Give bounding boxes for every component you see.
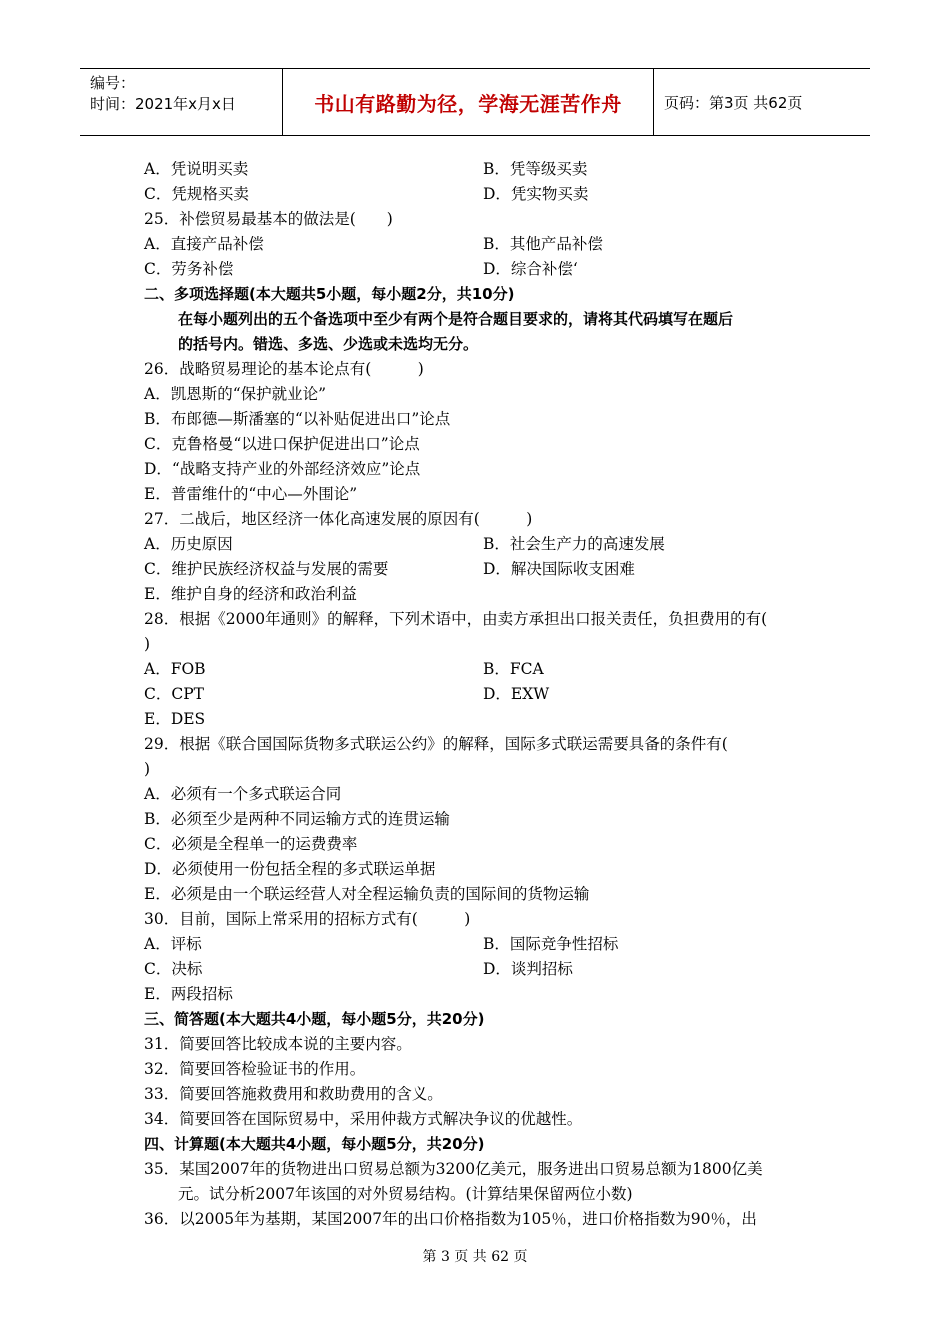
line-text-column-2: D．凭实物买卖: [483, 185, 589, 203]
document-line: [0, 657, 950, 682]
header-time-label: 时间：2021年x月x日: [90, 95, 236, 113]
document-line: [0, 1132, 950, 1157]
line-text: E．普雷维什的“中心—外围论”: [144, 485, 358, 503]
line-text: A．凭说明买卖: [144, 160, 249, 178]
line-text: 三、简答题(本大题共4小题，每小题5分，共20分): [144, 1010, 485, 1028]
line-text: 四、计算题(本大题共4小题，每小题5分，共20分): [144, 1135, 485, 1153]
document-line: [0, 182, 950, 207]
line-text: 35．某国2007年的货物进出口贸易总额为3200亿美元，服务进出口贸易总额为1800亿美: [144, 1160, 763, 1178]
document-line: [0, 1057, 950, 1082]
document-line: [0, 982, 950, 1007]
header-number-label: 编号：: [90, 74, 136, 92]
line-text: A．凯恩斯的“保护就业论”: [144, 385, 327, 403]
line-text: E．维护自身的经济和政治利益: [144, 585, 357, 603]
page-header: [80, 68, 870, 136]
line-text: 32．简要回答检验证书的作用。: [144, 1060, 366, 1078]
header-motto: 书山有路勤为径，学海无涯苦作舟: [314, 91, 622, 116]
document-line: [0, 482, 950, 507]
document-line: [0, 332, 950, 357]
document-line: [0, 382, 950, 407]
document-line: [0, 357, 950, 382]
document-line: [0, 957, 950, 982]
line-text: A．直接产品补偿: [144, 235, 264, 253]
document-line: [0, 832, 950, 857]
line-text: 在每小题列出的五个备选项中至少有两个是符合题目要求的，请将其代码填写在题后: [178, 310, 734, 328]
line-text: 二、多项选择题(本大题共5小题，每小题2分，共10分): [144, 285, 515, 303]
line-text: A．FOB: [144, 660, 206, 678]
line-text: D．必须使用一份包括全程的多式联运单据: [144, 860, 436, 878]
line-text: C．劳务补偿: [144, 260, 234, 278]
document-line: [0, 232, 950, 257]
document-line: [0, 607, 950, 632]
document-line: [0, 1007, 950, 1032]
line-text: 36．以2005年为基期，某国2007年的出口价格指数为105％，进口价格指数为90％，出: [144, 1210, 757, 1228]
document-line: [0, 882, 950, 907]
line-text: 33．简要回答施救费用和救助费用的含义。: [144, 1085, 443, 1103]
line-text: A．评标: [144, 935, 202, 953]
document-line: [0, 1032, 950, 1057]
line-text: 34．简要回答在国际贸易中，采用仲裁方式解决争议的优越性。: [144, 1110, 583, 1128]
line-text-column-2: B．FCA: [483, 660, 544, 678]
line-text: 28．根据《2000年通则》的解释，下列术语中，由卖方承担出口报关责任，负担费用的有(: [144, 610, 768, 628]
header-motto-cell: [282, 69, 654, 135]
document-line: [0, 282, 950, 307]
line-text: A．历史原因: [144, 535, 233, 553]
line-text: 25．补偿贸易最基本的做法是( ): [144, 210, 393, 228]
line-text-column-2: D．EXW: [483, 685, 550, 703]
line-text: E．必须是由一个联运经营人对全程运输负责的国际间的货物运输: [144, 885, 590, 903]
line-text-column-2: B．社会生产力的高速发展: [483, 535, 665, 553]
document-line: [0, 207, 950, 232]
document-line: [0, 1157, 950, 1182]
line-text: C．维护民族经济权益与发展的需要: [144, 560, 389, 578]
document-line: [0, 557, 950, 582]
line-text: 26．战略贸易理论的基本论点有( ): [144, 360, 424, 378]
line-text: E．两段招标: [144, 985, 233, 1003]
line-text: B．必须至少是两种不同运输方式的连贯运输: [144, 810, 450, 828]
line-text-column-2: D．综合补偿‘: [483, 260, 578, 278]
line-text: B．布郎德—斯潘塞的“以补贴促进出口”论点: [144, 410, 451, 428]
document-line: [0, 757, 950, 782]
line-text: 29．根据《联合国国际货物多式联运公约》的解释，国际多式联运需要具备的条件有(: [144, 735, 728, 753]
document-line: [0, 1082, 950, 1107]
document-line: [0, 1182, 950, 1207]
document-line: [0, 807, 950, 832]
line-text-column-2: D．谈判招标: [483, 960, 573, 978]
line-text-column-2: D．解决国际收支困难: [483, 560, 635, 578]
line-text: 31．简要回答比较成本说的主要内容。: [144, 1035, 412, 1053]
document-line: [0, 782, 950, 807]
document-line: [0, 682, 950, 707]
header-page-info-cell: [654, 69, 870, 135]
line-text: E．DES: [144, 710, 206, 728]
document-line: [0, 707, 950, 732]
document-line: [0, 407, 950, 432]
header-meta: [80, 69, 282, 135]
line-text: ): [144, 760, 151, 778]
line-text: C．必须是全程单一的运费费率: [144, 835, 358, 853]
document-line: [0, 632, 950, 657]
document-body: [0, 157, 950, 1232]
line-text: A．必须有一个多式联运合同: [144, 785, 342, 803]
document-line: [0, 257, 950, 282]
document-line: [0, 507, 950, 532]
line-text-column-2: B．国际竞争性招标: [483, 935, 619, 953]
line-text: 元。试分析2007年该国的对外贸易结构。(计算结果保留两位小数): [178, 1185, 633, 1203]
line-text: C．CPT: [144, 685, 204, 703]
line-text: C．凭规格买卖: [144, 185, 249, 203]
document-line: [0, 1107, 950, 1132]
line-text: C．决标: [144, 960, 203, 978]
page-footer: 第 3 页 共 62 页: [422, 1249, 528, 1265]
document-line: [0, 157, 950, 182]
document-line: [0, 582, 950, 607]
document-line: [0, 457, 950, 482]
document-line: [0, 857, 950, 882]
document-line: [0, 932, 950, 957]
line-text: ): [144, 635, 151, 653]
document-line: [0, 532, 950, 557]
document-line: [0, 1207, 950, 1232]
document-line: [0, 732, 950, 757]
document-line: [0, 432, 950, 457]
line-text: C．克鲁格曼“以进口保护促进出口”论点: [144, 435, 420, 453]
line-text: D．“战略支持产业的外部经济效应”论点: [144, 460, 421, 478]
line-text: 的括号内。错选、多选、少选或未选均无分。: [178, 335, 479, 353]
line-text-column-2: B．凭等级买卖: [483, 160, 588, 178]
line-text: 30．目前，国际上常采用的招标方式有( ): [144, 910, 471, 928]
document-line: [0, 907, 950, 932]
line-text-column-2: B．其他产品补偿: [483, 235, 603, 253]
document-line: [0, 307, 950, 332]
header-page-info: 页码：第3页 共62页: [664, 93, 803, 112]
line-text: 27．二战后，地区经济一体化高速发展的原因有( ): [144, 510, 533, 528]
